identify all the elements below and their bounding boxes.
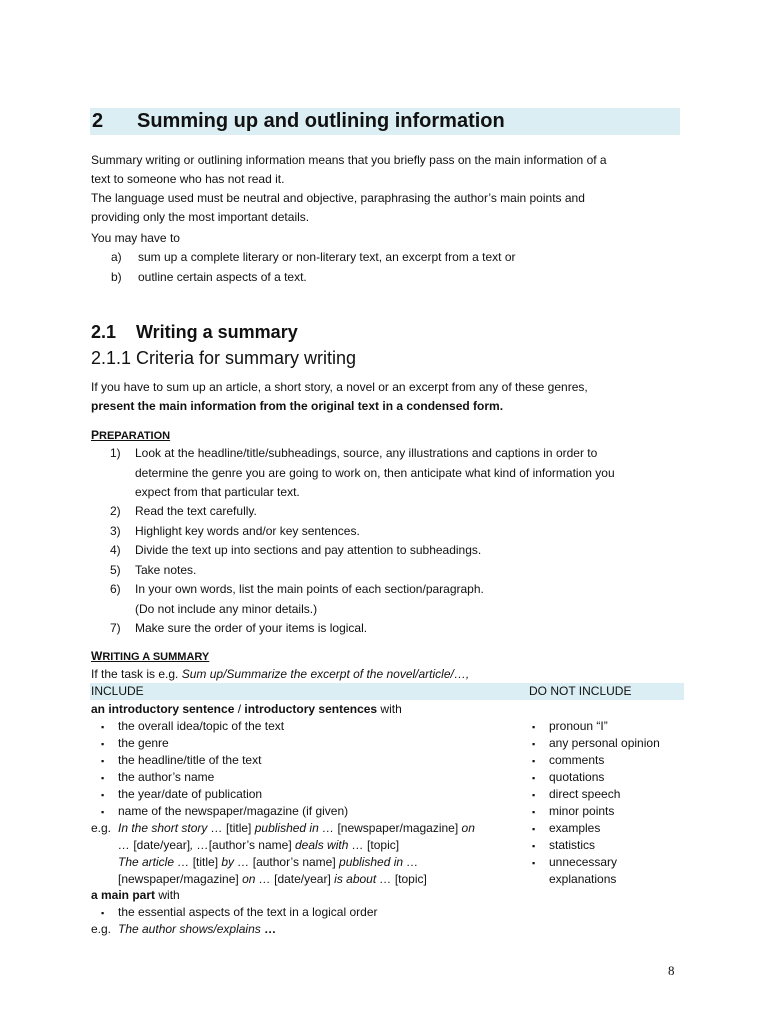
page-number: 8 — [668, 963, 675, 978]
not-include-item: statistics — [549, 838, 596, 852]
intro-line-4: providing only the most important details. — [91, 210, 310, 224]
bullet-icon: ▪ — [532, 790, 536, 800]
option-label: b) — [111, 270, 122, 284]
bullet-icon: ▪ — [532, 807, 536, 817]
bullet-icon: ▪ — [101, 722, 105, 732]
include-item: name of the newspaper/magazine (if given) — [118, 804, 349, 818]
bullet-icon: ▪ — [101, 807, 105, 817]
bullet-icon: ▪ — [101, 756, 105, 766]
step-number: 7) — [110, 621, 121, 635]
writing-summary-heading: WRITING A SUMMARY — [91, 649, 210, 663]
subsection-intro-line-2: present the main information from the original text in a condensed form. — [91, 399, 504, 413]
bullet-icon: ▪ — [101, 739, 105, 749]
bullet-icon: ▪ — [532, 824, 536, 834]
bullet-icon: ▪ — [532, 722, 536, 732]
step-text: Divide the text up into sections and pay attention to subheadings. — [135, 543, 482, 557]
example-line: The author shows/explains … — [118, 922, 277, 936]
include-item: the overall idea/topic of the text — [118, 719, 285, 733]
not-include-item-continuation: explanations — [549, 872, 617, 886]
bullet-icon: ▪ — [101, 908, 105, 918]
example-line: … [date/year], …[author’s name] deals with … [topic] — [118, 838, 400, 852]
not-include-item: minor points — [549, 804, 615, 818]
step-number: 1) — [110, 446, 121, 460]
option-label: a) — [111, 250, 122, 264]
bullet-icon: ▪ — [532, 841, 536, 851]
section-title: Summing up and outlining information — [137, 110, 505, 132]
step-text: Take notes. — [135, 563, 197, 577]
step-text: Highlight key words and/or key sentences. — [135, 524, 360, 538]
step-number: 3) — [110, 524, 121, 538]
main-part-item: the essential aspects of the text in a logical order — [118, 905, 378, 919]
bullet-icon: ▪ — [101, 773, 105, 783]
task-line: If the task is e.g. Sum up/Summarize the excerpt of the novel/article/…, — [91, 667, 470, 681]
step-text: determine the genre you are going to work on, then anticipate what kind of information you — [135, 466, 615, 480]
bullet-icon: ▪ — [532, 858, 536, 868]
include-column-label: INCLUDE — [91, 684, 144, 698]
step-text: Make sure the order of your items is logical. — [135, 621, 368, 635]
subsection-intro-line-1: If you have to sum up an article, a short story, a novel or an excerpt from any of these genres, — [91, 380, 588, 394]
example-label: e.g. — [91, 922, 112, 936]
step-number: 4) — [110, 543, 121, 557]
section-heading-bar — [90, 108, 680, 135]
step-text: Read the text carefully. — [135, 504, 257, 518]
not-include-item: examples — [549, 821, 601, 835]
subsubsection-title: 2.1.1 Criteria for summary writing — [91, 348, 357, 368]
not-include-item: direct speech — [549, 787, 621, 801]
bullet-icon: ▪ — [532, 773, 536, 783]
subsection-title: Writing a summary — [136, 322, 298, 342]
intro-line-5: You may have to — [91, 231, 180, 245]
example-line: [newspaper/magazine] on … [date/year] is about … [topic] — [118, 872, 427, 886]
table-header — [90, 683, 684, 700]
section-number: 2 — [92, 110, 104, 132]
step-number: 2) — [110, 504, 121, 518]
step-text: (Do not include any minor details.) — [135, 602, 318, 616]
intro-line-2: text to someone who has not read it. — [91, 172, 285, 186]
not-include-item: any personal opinion — [549, 736, 660, 750]
subsection-number: 2.1 — [91, 322, 117, 342]
option-text: sum up a complete literary or non-literary text, an excerpt from a text or — [138, 250, 516, 264]
intro-line-1: Summary writing or outlining information means that you briefly pass on the main information of a — [91, 153, 607, 167]
preparation-heading: PREPARATION — [91, 428, 171, 442]
intro-line-3: The language used must be neutral and objective, paraphrasing the author’s main points and — [91, 191, 585, 205]
step-number: 5) — [110, 563, 121, 577]
include-item: the genre — [118, 736, 169, 750]
not-include-column-label: DO NOT INCLUDE — [529, 684, 632, 698]
include-item: the year/date of publication — [118, 787, 263, 801]
step-text: Look at the headline/title/subheadings, source, any illustrations and captions in order to — [135, 446, 598, 460]
not-include-item: unnecessary — [549, 855, 618, 869]
bullet-icon: ▪ — [101, 790, 105, 800]
include-item: the headline/title of the text — [118, 753, 262, 767]
example-line: The article … [title] by … [author’s name] published in … — [118, 855, 419, 869]
bullet-icon: ▪ — [532, 756, 536, 766]
include-item: the author’s name — [118, 770, 215, 784]
not-include-item: comments — [549, 753, 605, 767]
example-line: In the short story … [title] published in … [newspaper/magazine] on — [118, 821, 475, 835]
step-text: expect from that particular text. — [135, 485, 300, 499]
example-label: e.g. — [91, 821, 112, 835]
bullet-icon: ▪ — [532, 739, 536, 749]
not-include-item: pronoun “I” — [549, 719, 608, 733]
intro-sentence-line: an introductory sentence / introductory sentences with — [91, 702, 402, 716]
step-number: 6) — [110, 582, 121, 596]
step-text: In your own words, list the main points of each section/paragraph. — [135, 582, 484, 596]
option-text: outline certain aspects of a text. — [138, 270, 307, 284]
main-part-line: a main part with — [91, 888, 180, 902]
not-include-item: quotations — [549, 770, 605, 784]
